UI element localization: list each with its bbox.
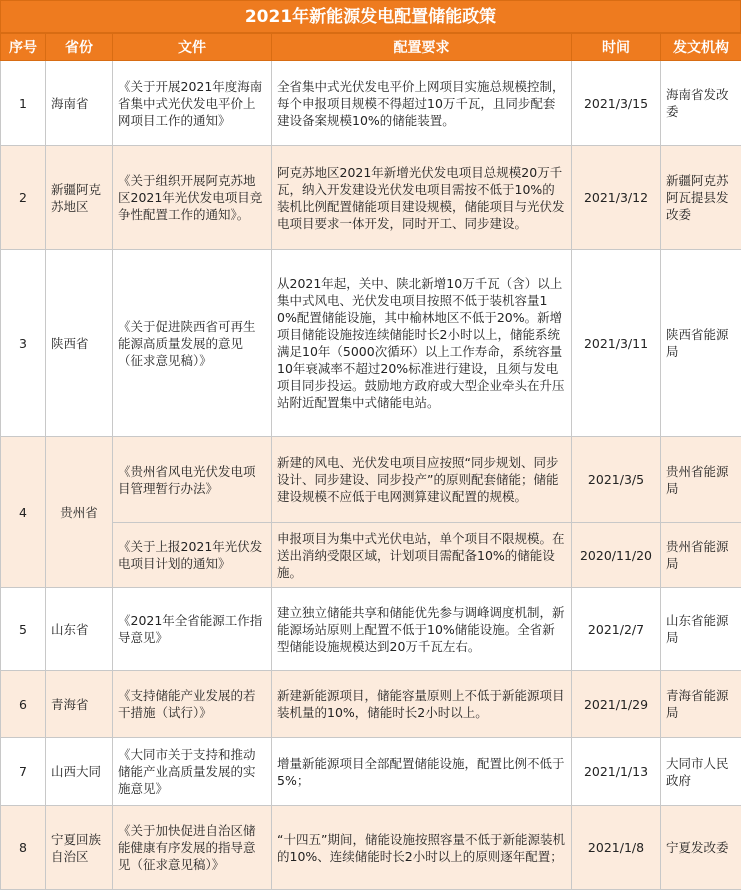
row-file: 《2021年全省能源工作指导意见》	[113, 588, 272, 671]
header-requirement: 配置要求	[272, 34, 572, 61]
table-title: 2021年新能源发电配置储能政策	[0, 0, 741, 33]
row-agency: 新疆阿克苏阿瓦提县发改委	[661, 146, 741, 250]
row-province: 山东省	[46, 588, 113, 671]
row-province: 宁夏回族自治区	[46, 806, 113, 890]
row-no: 7	[1, 738, 46, 806]
row-agency: 青海省能源局	[661, 671, 741, 738]
row-requirement: 阿克苏地区2021年新增光伏发电项目总规模20万千瓦，纳入开发建设光伏发电项目需按不低于10%的装机比例配置储能项目建设规模，储能项目与光伏发电项目要求一体开发，同时开工、同步建设。	[272, 146, 572, 250]
row-no: 3	[1, 250, 46, 437]
row-requirement: 从2021年起，关中、陕北新增10万千瓦（含）以上集中式风电、光伏发电项目按照不低于装机容量10%配置储能设施，其中榆林地区不低于20%。新增项目储能设施按连续储能时长2小时以上，储能系统满足10年（5000次循环）以上工作寿命，系统容量10年衰减率不超过20%标准进行建设，且须与发电项目同步投运。鼓励地方政府或大型企业牵头在升压站附近配置集中式储能电站。	[272, 250, 572, 437]
row-agency: 山东省能源局	[661, 588, 741, 671]
table-row	[1, 523, 741, 588]
table-row	[1, 437, 741, 523]
row-file: 《关于上报2021年光伏发电项目计划的通知》	[113, 523, 272, 588]
row-requirement: 建立独立储能共享和储能优先参与调峰调度机制，新能源场站原则上配置不低于10%储能设施。全省新型储能设施规模达到20万千瓦左右。	[272, 588, 572, 671]
row-agency: 贵州省能源局	[661, 523, 741, 588]
row-agency: 大同市人民政府	[661, 738, 741, 806]
row-no: 5	[1, 588, 46, 671]
table-row	[1, 671, 741, 738]
row-province: 青海省	[46, 671, 113, 738]
row-date: 2021/3/11	[572, 250, 661, 437]
header-file: 文件	[113, 34, 272, 61]
row-agency: 海南省发改委	[661, 61, 741, 146]
row-file: 《关于组织开展阿克苏地区2021年光伏发电项目竞争性配置工作的通知》。	[113, 146, 272, 250]
row-no: 1	[1, 61, 46, 146]
header-date: 时间	[572, 34, 661, 61]
row-file: 《关于开展2021年度海南省集中式光伏发电平价上网项目工作的通知》	[113, 61, 272, 146]
row-no: 6	[1, 671, 46, 738]
row-file: 《大同市关于支持和推动储能产业高质量发展的实施意见》	[113, 738, 272, 806]
row-date: 2021/3/15	[572, 61, 661, 146]
row-file: 《关于促进陕西省可再生能源高质量发展的意见（征求意见稿）》	[113, 250, 272, 437]
row-date: 2021/1/29	[572, 671, 661, 738]
row-province: 新疆阿克苏地区	[46, 146, 113, 250]
table-row	[1, 146, 741, 250]
row-date: 2021/3/12	[572, 146, 661, 250]
table-row	[1, 588, 741, 671]
row-no: 4	[1, 437, 46, 588]
row-agency: 贵州省能源局	[661, 437, 741, 523]
table-row	[1, 250, 741, 437]
row-no: 8	[1, 806, 46, 890]
row-agency: 宁夏发改委	[661, 806, 741, 890]
row-province: 陕西省	[46, 250, 113, 437]
header-agency: 发文机构	[661, 34, 741, 61]
row-province: 海南省	[46, 61, 113, 146]
row-requirement: 全省集中式光伏发电平价上网项目实施总规模控制，每个申报项目规模不得超过10万千瓦，且同步配套建设备案规模10%的储能装置。	[272, 61, 572, 146]
table-row	[1, 738, 741, 806]
row-date: 2021/2/7	[572, 588, 661, 671]
row-no: 2	[1, 146, 46, 250]
header-row	[1, 34, 741, 61]
row-province: 山西大同	[46, 738, 113, 806]
row-date: 2021/1/13	[572, 738, 661, 806]
row-date: 2020/11/20	[572, 523, 661, 588]
row-requirement: 新建的风电、光伏发电项目应按照“同步规划、同步设计、同步建设、同步投产”的原则配套储能；储能建设规模不应低于电网测算建议配置的规模。	[272, 437, 572, 523]
row-agency: 陕西省能源局	[661, 250, 741, 437]
row-file: 《贵州省风电光伏发电项目管理暂行办法》	[113, 437, 272, 523]
header-no: 序号	[1, 34, 46, 61]
header-province: 省份	[46, 34, 113, 61]
row-file: 《关于加快促进自治区储能健康有序发展的指导意见（征求意见稿）》	[113, 806, 272, 890]
row-date: 2021/1/8	[572, 806, 661, 890]
row-requirement: “十四五”期间，储能设施按照容量不低于新能源装机的10%、连续储能时长2小时以上的原则逐年配置；	[272, 806, 572, 890]
policy-table	[0, 33, 741, 890]
row-requirement: 新建新能源项目，储能容量原则上不低于新能源项目装机量的10%，储能时长2小时以上。	[272, 671, 572, 738]
row-file: 《支持储能产业发展的若干措施（试行）》	[113, 671, 272, 738]
row-date: 2021/3/5	[572, 437, 661, 523]
row-requirement: 申报项目为集中式光伏电站，单个项目不限规模。在送出消纳受限区域，计划项目需配备10%的储能设施。	[272, 523, 572, 588]
row-province: 贵州省	[46, 437, 113, 588]
row-requirement: 增量新能源项目全部配置储能设施，配置比例不低于5%；	[272, 738, 572, 806]
table-row	[1, 61, 741, 146]
table-row	[1, 806, 741, 890]
